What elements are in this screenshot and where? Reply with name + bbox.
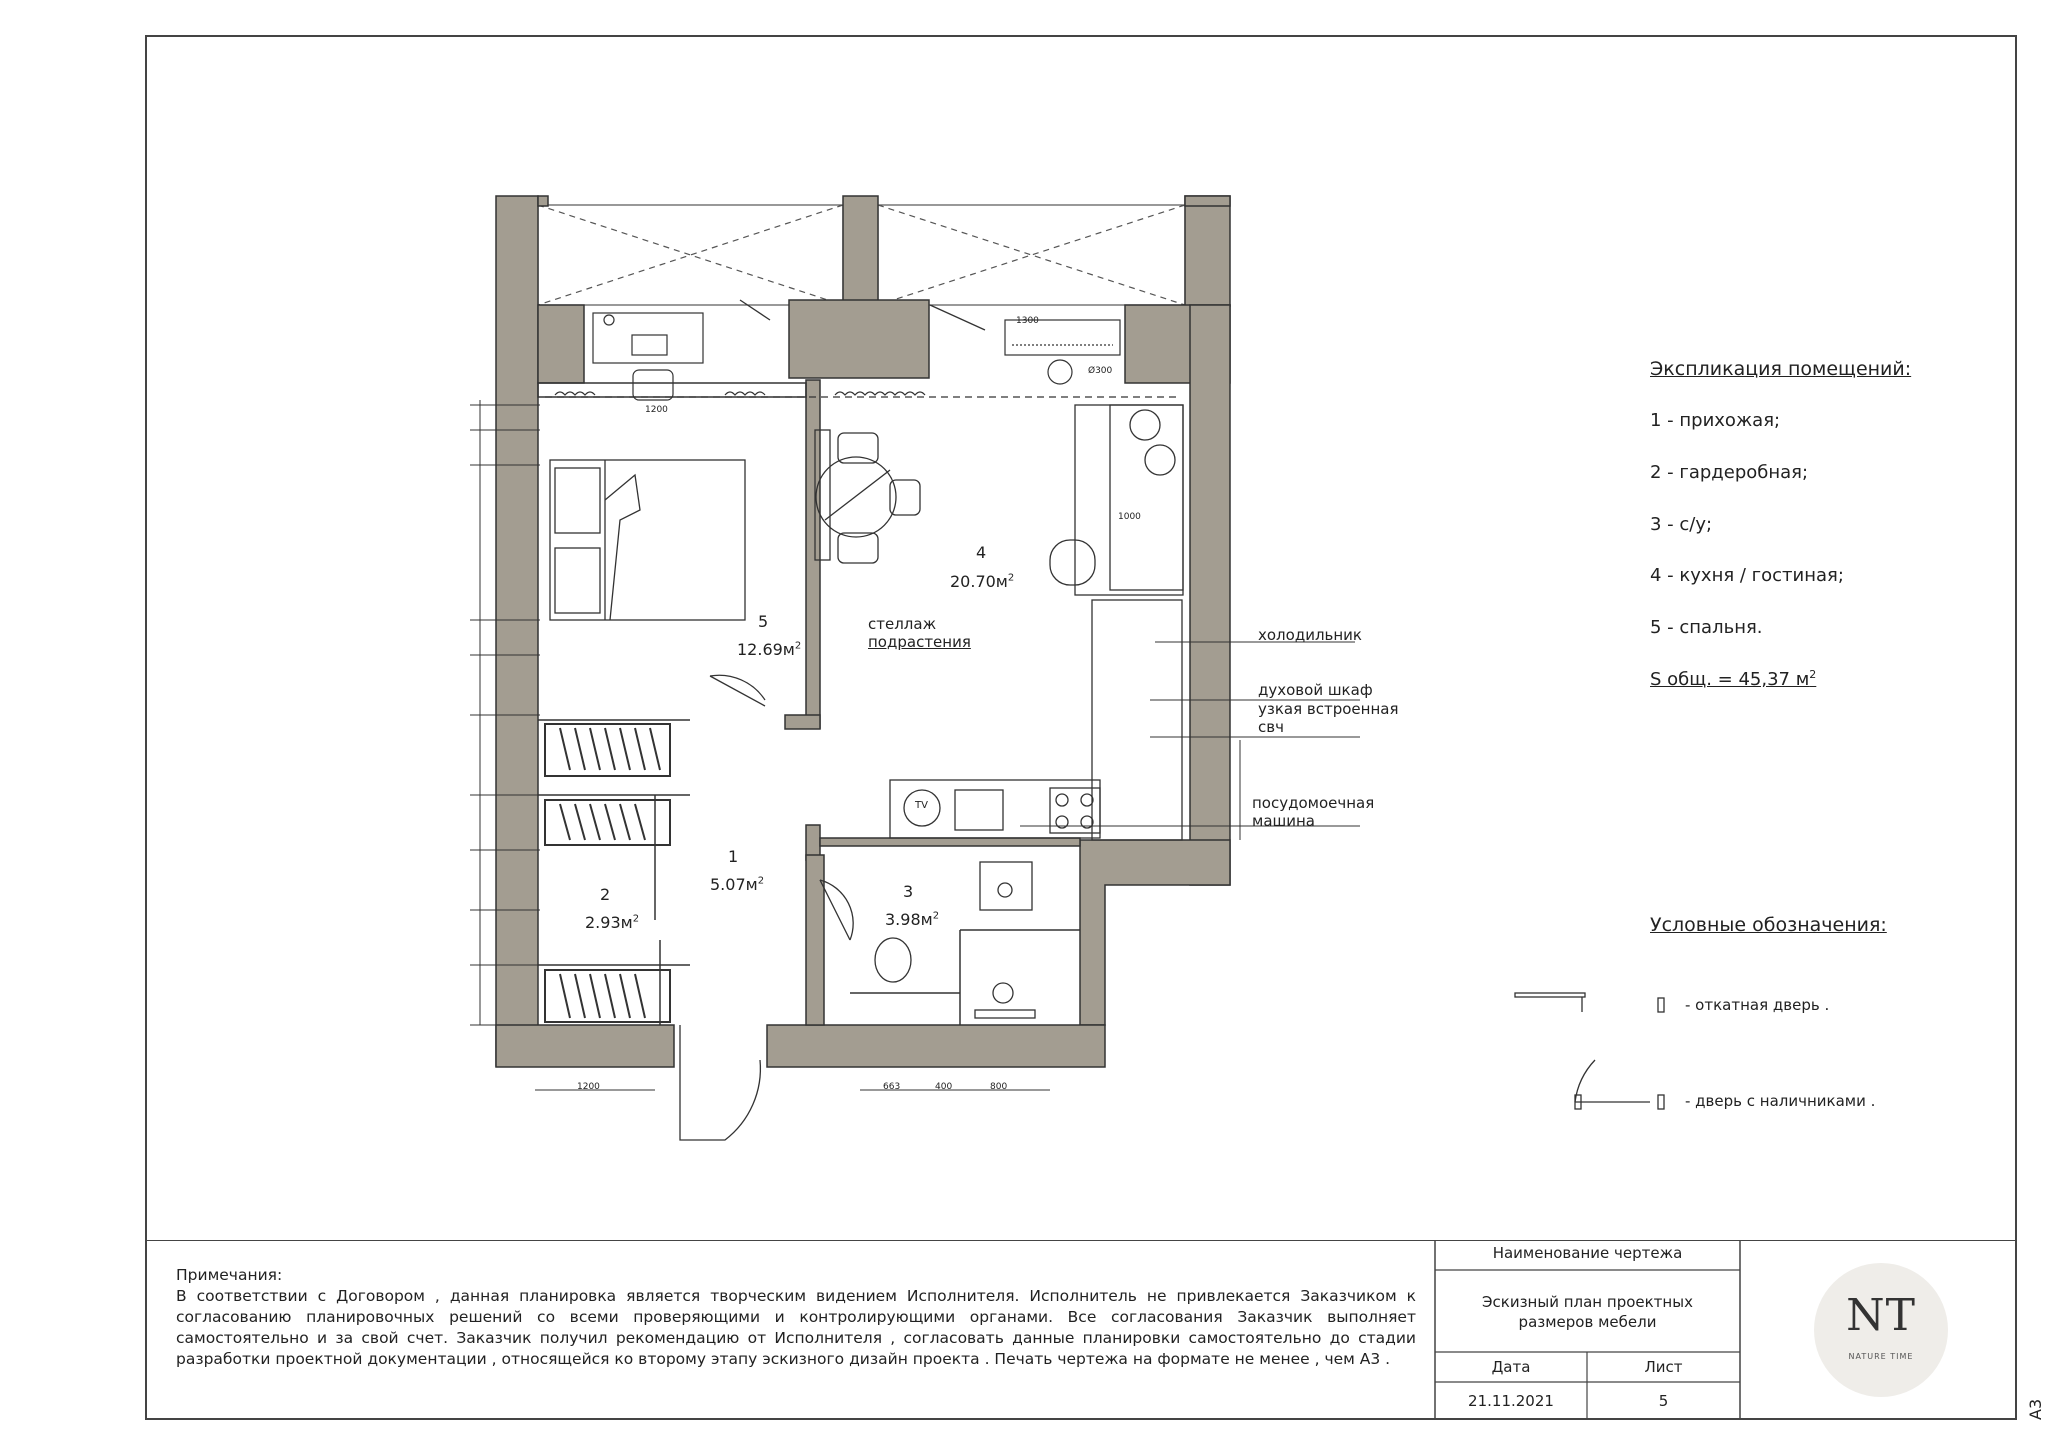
sheet-header: Лист — [1644, 1358, 1683, 1376]
drawing-name-line2: размеров мебели — [1518, 1313, 1657, 1331]
room-5-area: $12.69м^2$ — [737, 640, 802, 659]
room-3-area: $3.98м^2$ — [885, 910, 940, 929]
legend-symbols — [1515, 993, 1664, 1109]
tv-label: TV — [915, 800, 928, 811]
callout-oven: духовой шкаф — [1258, 681, 1373, 699]
bed — [550, 460, 745, 620]
callout-shelf-1: стеллаж — [868, 615, 937, 633]
notes-title: Примечания: — [176, 1266, 283, 1284]
symbol-sliding-door: - откатная дверь . — [1685, 996, 1830, 1014]
symbols-title: Условные обозначения: — [1650, 914, 1887, 936]
callout-microwave-1: узкая встроенная — [1258, 700, 1399, 718]
dim-label: 800 — [990, 1082, 1008, 1092]
dim-label: Ø300 — [1088, 366, 1113, 376]
legend-item-2: 2 - гардеробная; — [1650, 462, 1809, 483]
sofa — [1050, 405, 1183, 595]
dim-label: 400 — [935, 1082, 953, 1092]
room-3-number: 3 — [903, 882, 914, 901]
doors — [680, 300, 985, 1140]
room-5-number: 5 — [758, 612, 769, 631]
drawing-name-header: Наименование чертежа — [1492, 1244, 1683, 1262]
room-1-area: $5.07м^2$ — [710, 875, 765, 894]
dim-label: 1300 — [1016, 316, 1039, 326]
legend-item-5: 5 - спальня. — [1650, 617, 1763, 638]
total-area: S общ. = 45,37 $м^2$ — [1650, 668, 1817, 690]
room-1-number: 1 — [728, 847, 739, 866]
callout-shelf-2: подрастения — [868, 633, 971, 651]
callout-microwave-2: свч — [1258, 718, 1284, 736]
drawing-name-line1: Эскизный план проектных — [1482, 1293, 1693, 1311]
room-2-area: $2.93м^2$ — [585, 913, 640, 932]
legend-item-1: 1 - прихожая; — [1650, 410, 1781, 431]
dim-label: 1200 — [577, 1082, 600, 1092]
date-header: Дата — [1491, 1358, 1531, 1376]
symbol-trim-door: - дверь с наличниками . — [1685, 1092, 1876, 1110]
notes — [176, 1265, 1416, 1370]
room-4-number: 4 — [976, 543, 987, 562]
logo-subtitle: NATURE TIME — [1848, 1352, 1914, 1361]
legend-title: Экспликация помещений: — [1650, 358, 1912, 380]
dim-label: 1000 — [1118, 512, 1141, 522]
dim-label: 663 — [883, 1082, 901, 1092]
legend-item-3: 3 - с/у; — [1650, 514, 1713, 535]
callout-dishwasher-1: посудомоечная — [1252, 794, 1375, 812]
dim-label: 1200 — [645, 405, 668, 415]
logo-mark: NT — [1846, 1290, 1916, 1341]
desk — [593, 313, 703, 400]
wardrobe-hangers — [545, 724, 670, 1022]
sheet-value: 5 — [1658, 1392, 1669, 1410]
bathroom-fixtures — [875, 862, 1035, 1018]
dimension-lines — [470, 400, 1240, 1090]
room-2-number: 2 — [600, 885, 611, 904]
format-label: А3 — [2026, 1398, 2045, 1420]
callout-fridge: холодильник — [1258, 626, 1362, 644]
date-value: 21.11.2021 — [1468, 1392, 1554, 1410]
dining-table — [815, 430, 920, 563]
notes-text: В соответствии с Договором , данная планировка является творческим видением Исполнителя. Исполнитель не привлекается Заказчиком к согласованию планировочных решений со всеми проверяющими и контролирующими органами. Все согласования Заказчик выполняет самостоятельно и за свой счет. Заказчик получил рекомендацию от Исполнителя , согласовать данные планировки самостоятельно до стадии разработки проектной документации , относящейся ко второму этапу эскизного дизайн проекта . Печать чертежа на формате не менее , чем А3 . — [176, 1287, 1416, 1368]
room-4-area: $20.70м^2$ — [950, 572, 1015, 591]
legend-item-4: 4 - кухня / гостиная; — [1650, 565, 1844, 586]
callout-dishwasher-2: машина — [1252, 812, 1315, 830]
